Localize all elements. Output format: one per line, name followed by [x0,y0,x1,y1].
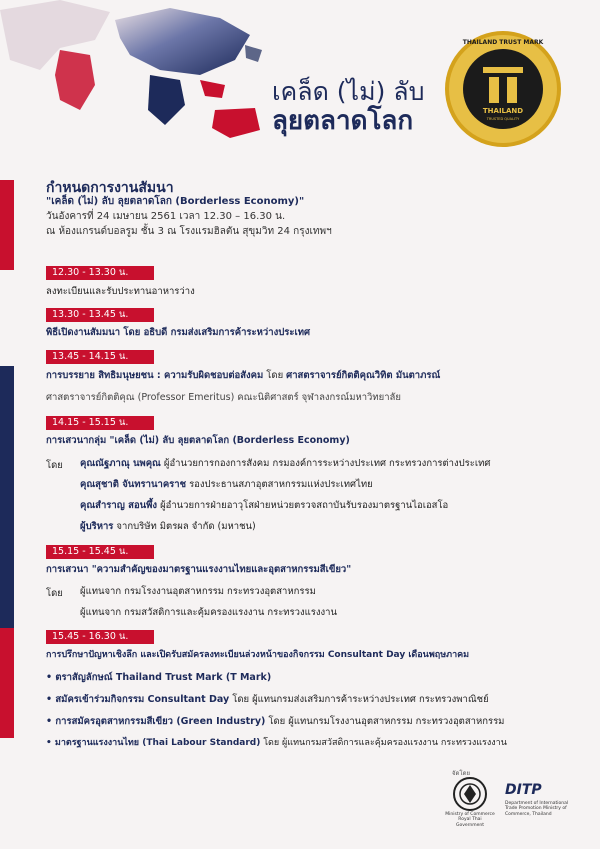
panelist-name: คุณสุชาติ จันทรานาคราช [80,479,187,490]
session-time-badge: 13.45 - 14.15 น. [46,350,154,364]
bullet-desc: โดย ผู้แทนกรมส่งเสริมการค้าระหว่างประเทศ กระทรวงพาณิชย์ [229,694,489,705]
seal-top-text: THAILAND TRUST MARK [462,39,544,46]
panelist-desc: รองประธานสภาอุตสาหกรรมแห่งประเทศไทย [186,479,373,490]
panelist-desc: จากบริษัท มิตรผล จำกัด (มหาชน) [113,521,256,532]
session-time-badge: 15.45 - 16.30 น. [46,630,154,644]
bullet-item [46,694,489,705]
session-time-badge: 12.30 - 13.30 น. [46,266,154,280]
bullet-desc: โดย ผู้แทนกรมโรงงานอุตสาหกรรม กระทรวงอุตสาหกรรม [265,716,505,727]
by-label: โดย [46,588,63,599]
panelist-name: คุณณัฐภาณุ นพคุณ [80,458,161,469]
session-time-badge: 13.30 - 13.45 น. [46,308,154,322]
panelist-desc: ผู้อำนวยการฝ่ายอาวุโสฝ่ายหน่วยตรวจสถาบันรับรองมาตรฐานไอเอสโอ [157,500,449,511]
bullet-item: • ตราสัญลักษณ์ Thailand Trust Mark (T Mark) [46,672,272,683]
session-text: การเสวนา "ความสำคัญของมาตรฐานแรงงานไทยและอุตสาหกรรมสีเขียว" [46,564,352,575]
thailand-trust-mark-logo [443,29,563,149]
session-time-badge: 14.15 - 15.15 น. [46,416,154,430]
speaker-name: ศาสตราจารย์กิตติคุณวิทิต มันตาภรณ์ [286,370,441,381]
by-word: โดย [263,370,287,381]
panelist-3 [80,500,448,511]
panelist-1 [80,458,490,469]
panelist-4 [80,521,256,532]
agenda-title: กำหนดการงานสัมนา [46,180,174,196]
seal-sub-text: TRUSTED QUALITY [486,117,520,121]
session-text: การเสวนากลุ่ม "เคล็ด (ไม่) ลับ ลุยตลาดโลก (Borderless Economy) [46,435,350,446]
ministry-of-commerce-logo [452,776,488,812]
panelist-desc: ผู้อำนวยการกองการสังคม กรมองค์การระหว่างประเทศ กระทรวงการต่างประเทศ [160,458,491,469]
moc-caption: Ministry of Commerce Royal Thai Government [445,812,495,828]
by-label: โดย [46,460,63,471]
panelist-name: คุณสำราญ สอนพึ้ง [80,500,158,511]
headline-line1: เคล็ด (ไม่) ลับ [272,77,425,106]
panelist-name: ผู้บริหาร [80,521,114,532]
ditp-logo: DITP [505,782,542,798]
speaker-title: ศาสตราจารย์กิตติคุณ (Professor Emeritus) คณะนิติศาสตร์ จุฬาลงกรณ์มหาวิทยาลัย [46,392,401,403]
session-text: การปรึกษาปัญหาเชิงลึก และเปิดรับสมัครลงทะเบียนล่วงหน้าของกิจกรรม Consultant Day เดือนพฤษภาคม [46,650,470,660]
panelist-2: ผู้แทนจาก กรมสวัสดิการและคุ้มครองแรงงาน กระทรวงแรงงาน [80,607,337,618]
headline-line2: ลุยตลาดโลก [272,105,414,136]
session-text [46,370,440,381]
bullet-title: • สมัครเข้าร่วมกิจกรรม Consultant Day [46,694,230,705]
agenda-topic: "เคล็ด (ไม่) ลับ ลุยตลาดโลก (Borderless Economy)" [46,196,305,207]
bullet-desc: โดย ผู้แทนกรมสวัสดิการและคุ้มครองแรงงาน กระทรวงแรงงาน [260,738,507,748]
bullet-item [46,738,507,749]
agenda-date: วันอังคารที่ 24 เมษายน 2561 เวลา 12.30 – 16.30 น. [46,211,286,222]
side-stripe-red-bottom [0,628,14,738]
session-time-badge: 15.15 - 15.45 น. [46,545,154,559]
bullet-item [46,716,504,727]
session-text: ลงทะเบียนและรับประทานอาหารว่าง [46,286,195,297]
agenda-venue: ณ ห้องแกรนด์บอลรูม ชั้น 3 ณ โรงแรมฮิลตัน สุขุมวิท 24 กรุงเทพฯ [46,226,332,237]
panelist-2 [80,479,373,490]
session-title: การบรรยาย สิทธิมนุษยชน : ความรับผิดชอบต่อสังคม [46,370,264,381]
seal-bottom-text: THAILAND [482,107,524,115]
panelist-1: ผู้แทนจาก กรมโรงงานอุตสาหกรรม กระทรวงอุตสาหกรรม [80,586,316,597]
ditp-caption: Department of International Trade Promotion Ministry of Commerce, Thailand [505,801,569,817]
organizer-label: จัดโดย [452,770,471,777]
session-text: พิธีเปิดงานสัมมนา โดย อธิบดี กรมส่งเสริมการค้าระหว่างประเทศ [46,327,310,338]
world-map-graphic [0,0,270,160]
headline [272,78,424,137]
bullet-title: • การสมัครอุตสาหกรรมสีเขียว (Green Industry) [46,716,266,727]
side-stripe-navy [0,366,14,628]
side-stripe-red [0,180,14,270]
side-stripe-white [0,270,14,366]
bullet-title: • มาตรฐานแรงงานไทย (Thai Labour Standard) [46,738,261,748]
